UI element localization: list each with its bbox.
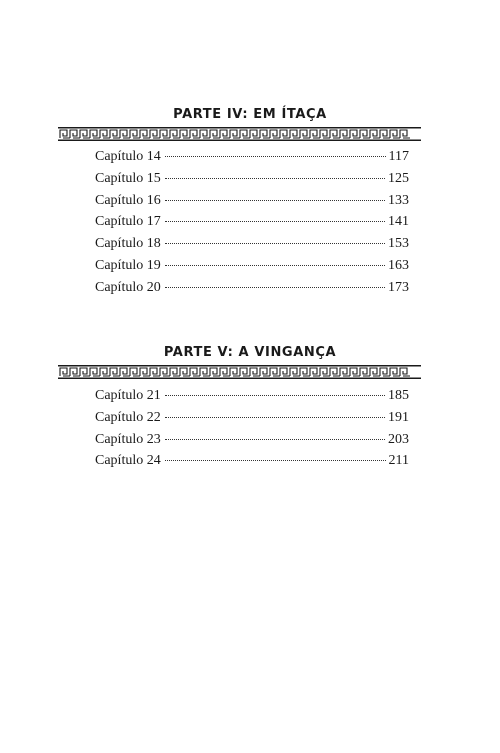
toc-entry-page: 153 (388, 236, 409, 252)
toc-entry[interactable] (95, 432, 409, 454)
dot-leader (165, 156, 386, 157)
dot-leader (165, 417, 385, 418)
toc-entry-page: 203 (388, 431, 409, 447)
greek-key-border-divider (58, 365, 421, 379)
toc-entry-page: 163 (388, 257, 409, 273)
section-title: PARTE V: A VINGANÇA (163, 345, 337, 360)
toc-entry[interactable] (95, 280, 409, 302)
toc-entry[interactable] (95, 214, 409, 236)
dot-leader (165, 221, 385, 222)
toc-entry-page: 173 (388, 279, 409, 295)
dot-leader (165, 460, 386, 461)
greek-key-pattern (60, 368, 410, 376)
dot-leader (165, 265, 385, 266)
toc-section-part-v (0, 344, 500, 362)
toc-entry-page: 185 (388, 388, 409, 403)
toc-section-part-iv (0, 106, 500, 124)
dot-leader (165, 243, 385, 244)
toc-list-part-iv (95, 149, 409, 302)
dot-leader (165, 178, 385, 179)
greek-key-border-divider (58, 127, 421, 141)
toc-entry-page: 191 (388, 409, 409, 425)
toc-entry[interactable] (95, 410, 409, 432)
toc-entry-page: 125 (388, 170, 409, 186)
dot-leader (165, 200, 385, 201)
toc-entry-label: Capítulo 22 (95, 409, 161, 425)
toc-entry[interactable] (95, 149, 409, 171)
dot-leader (165, 439, 385, 440)
toc-entry-label: Capítulo 24 (95, 453, 161, 469)
toc-entry-label: Capítulo 18 (95, 236, 161, 252)
dot-leader (165, 287, 385, 288)
toc-entry[interactable] (95, 236, 409, 258)
toc-entry-label: Capítulo 17 (95, 214, 161, 230)
toc-entry-label: Capítulo 14 (95, 149, 161, 164)
greek-key-pattern (60, 130, 410, 138)
toc-entry-label: Capítulo 20 (95, 279, 161, 295)
toc-entry[interactable] (95, 171, 409, 193)
toc-entry-page: 133 (388, 192, 409, 208)
dot-leader (165, 395, 385, 396)
toc-entry[interactable] (95, 193, 409, 215)
toc-entry-label: Capítulo 23 (95, 431, 161, 447)
toc-entry-page: 117 (388, 149, 409, 164)
toc-entry-label: Capítulo 19 (95, 257, 161, 273)
toc-entry-page: 141 (388, 214, 409, 230)
toc-entry-label: Capítulo 21 (95, 388, 161, 403)
toc-entry-label: Capítulo 16 (95, 192, 161, 208)
toc-entry[interactable] (95, 453, 409, 475)
toc-entry-label: Capítulo 15 (95, 170, 161, 186)
toc-entry-page: 211 (388, 453, 409, 469)
toc-entry[interactable] (95, 258, 409, 280)
toc-list-part-v (95, 388, 409, 475)
toc-entry[interactable] (95, 388, 409, 410)
section-title: PARTE IV: EM ÍTAÇA (173, 107, 327, 122)
